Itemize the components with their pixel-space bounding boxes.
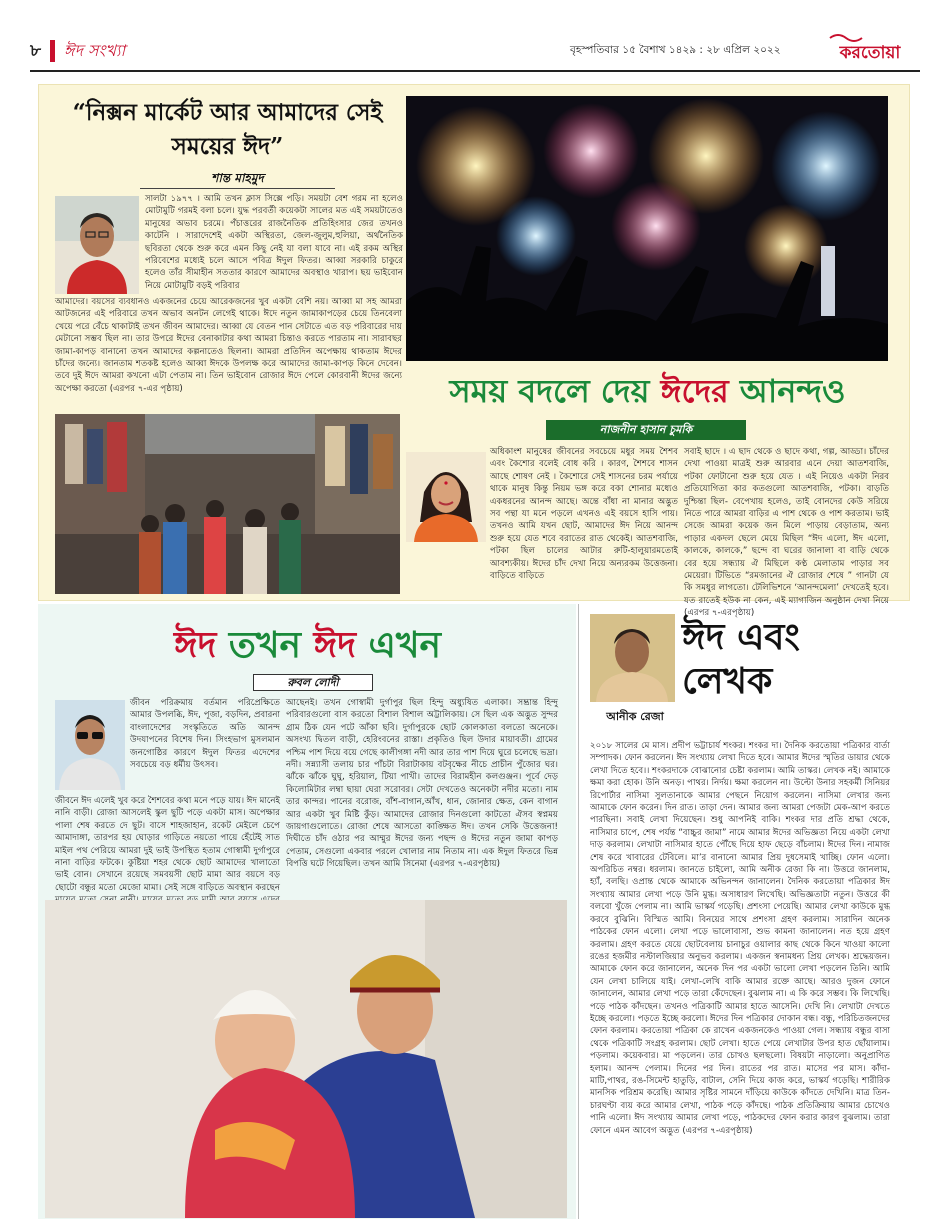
article3-byline: রুবল লোদী	[253, 674, 373, 691]
fireworks-photo	[406, 96, 888, 361]
article2-continued: (এরপর ৭-এরপৃষ্ঠায়)	[684, 608, 755, 619]
children-hugging-photo	[45, 900, 567, 1218]
article4-headline: ঈদ এবং লেখক	[682, 617, 800, 702]
page-number: ৮	[30, 41, 42, 61]
article2-byline: নাজনীন হাসান চুমকি	[546, 420, 746, 440]
article3-headline-part2: তখন	[228, 624, 302, 666]
header-accent-bar	[50, 40, 55, 62]
author-photo	[55, 196, 139, 294]
issue-date: বৃহস্পতিবার ১৫ বৈশাখ ১৪২৯ : ২৮ এপ্রিল ২০২২	[570, 44, 781, 56]
article4-byline: আনীক রেজা	[606, 710, 664, 723]
article2-column-b-text: সবাই ছাদে । এ ছাদ থেকে ও ছাদে কথা, গল্প, আড্ডা। চাঁদের দেখা পাওয়া মাত্রই শুরু আরবার এনে দেয়া আতশবাজি, পটকা ফোটানো শুরু হয়ে যেত । এই নিয়েও একটা নিরব প্রতিযোগিতা কার কতগুলো আতশবাজি, পটকা। বাড়তি দুশ্চিন্তা ছিল- বেপেখায় হলেও, তাই বোনদের কেউ সরিয়ে নিতে পারে আমরা বাড়ির এ পাশ থেকে ও পাশ করতাম। ভাই সেজে আমরা কয়েক জন মিলে পাড়ায় বেড়াতাম, অন্য পাড়ার একদল ছেলে মেয়ে মিছিল “ঈদ এলো, ঈদ এলো, কালকে, কালকে,” ছন্দে বা ঘরের জানালা বা বাড়ি থেকে বের হয়ে সন্ধ্যায় ঐ মিছিলে কণ্ঠ মেলাতাম পাড়ার সব মেয়েরা। টিভিতে “রমজানের ঐ রোজার শেষে ” গানটা যে কি সমধুর লাগতো। টেলিভিশনে ‘আনন্দমেলা’ দেখতেই হবে। যত রাতেই হউক না কেন, এই ম্যাগাজিন অনুষ্ঠান দেখা নিয়ে	[684, 447, 889, 606]
article3-continued: (এরপর ৭-এরপৃষ্ঠায়)	[429, 859, 500, 870]
article3-headline	[55, 618, 560, 678]
page-header	[0, 0, 945, 78]
column-divider	[578, 604, 579, 1219]
article2-headline-part3: আনন্দও	[728, 372, 846, 410]
header-rule	[30, 70, 920, 72]
article2-column-b	[684, 446, 889, 619]
section-title: ঈদ সংখ্যা	[64, 41, 126, 60]
article3-column-b	[286, 697, 558, 895]
byline-divider	[140, 188, 335, 189]
article2-headline-part1: সময় বদলে দেয়	[449, 372, 661, 410]
article3-column-a-bottom: জীবনে ঈদ এলেই খুব করে শৈশবের কথা মনে পড়ে যায়। ঈদ মানেই নানি বাড়ী। রোজা আসলেই স্কুল ছুটি পড়ে একটা মাস। অপেক্ষার পালা শেষ করতে দে ছুট। বাসে শাহজাহান, রকেট মেইলে চেপে আমাদাঙ্গা, তারপর হয় ঘোড়ার গাড়িতে নয়তো পায়ে হেঁটেই সাত মাইল পথ পেরিয়ে আমরা দুই ভাই উপস্থিত হতাম গোস্বামী দুর্গাপুরে নানা বাড়ির ফটকে। কুষ্টিয়া শহর থেকে ছোট আমাদের খালাতো ভাই বোন। সেখানে রয়েছে সমবয়সী ছোট মামা আর বয়সে বড় ছোটো বন্ধুর মতো মেজো মামা। সেই সঙ্গে বাড়িতে অবস্থান করছেন	[55, 796, 280, 893]
market-crowd-photo	[55, 414, 400, 594]
article1-headline: “নিক্সন মার্কেট আর আমাদের সেই সময়ের ঈদ”	[72, 99, 383, 160]
author-photo	[55, 700, 125, 790]
article2-headline-part2: ঈদের	[660, 372, 729, 410]
logo-text: করতোয়া	[839, 43, 901, 63]
article3-headline-part4: এখন	[368, 624, 442, 666]
article3-headline-part1: ঈদ	[173, 624, 229, 666]
article2-headline	[405, 366, 890, 420]
article1-body	[55, 296, 402, 412]
article4-body	[590, 740, 890, 1218]
article4-body-text: ২০১৮ সালের মে মাস। প্রদীপ ভট্টাচার্য শংকর। শংকর দা। দৈনিক করতোয়া পত্রিকার বার্তা সম্পাদক। ফোন করলেন। ঈদ সংখ্যায় লেখা দিতে হবে। আমার ঈদের স্মৃতির ডায়ার থেকে লেখা দিতে হবে।। শংকরদাকে বোঝানোর চেষ্টা করলাম। আমি তাস্কর। লেখক নই। আমাকে ক্ষমা করা হোক। উনি অনড়। পাথর। নির্দয়। ক্ষমা করলেন না। উল্টো উনার সহকর্মী সিনিয়র রিপোর্টার নাসিমা সুলতানাকে আমার পেছনে নিয়োগ করলেন। নাসিমা লেখার জন্য আমাকে ফোন করেন। দিন রাত। তাড়া দেন। আমার জন্য আমরা পেজটা মেক-আপ করতে পারছিনা। সবাই লেখা দিয়েছেন। শুধু আপনিই বাকি। শংকর দার প্রতি শ্রদ্ধা থেকে, নাসিমার চাপে, শেষ পর্যন্ত “বাচ্চুর জামা” নামে আমার ঈদের অভিজ্ঞতা নিয়ে একটা লেখা দাড় করলাম। লেখাটা নাসিমার হাতে পৌঁছে দিয়ে হাফ ছেড়ে বাঁচলাম। ঈদের দিন। নামাজ শেষ করে খাবারের টেবিলে। মা’র বানানো আমার প্রিয় দুধসেমাই খাচ্ছি। ফোন এলো। অপরিচিত নম্বর। ধরলাম। জানতে চাইলো, আমি অনীক রেজা কি না। উত্তরে জানলাম, হ্যাঁ, বলছি। ওপ্রান্ত থেকে আমাকে অভিনন্দন জানালেন। দৈনিক করতোয়া পত্রিকার ঈদ সংখ্যায় আমার লেখা পড়ে উনি মুগ্ধ। অসাধারণ লিখেছি। অভিজ্ঞতাটা নতুন। উত্তরে কী বলবো খুঁজে পেলাম না। আমি ভাস্কর্য গড়েছি। প্রশংসা পেয়েছি। আমার লেখা কাউকে মুগ্ধ করবে বুঝিনি। বিস্মিত আমি। বিনয়ের সাথে প্রশংসা গ্রহণ করলাম। সারাদিন অনেক পাঠকের ফোন এলো। লেখা পড়ে ভালোবাসা, শুভ কামনা জানালেন। নত হয়ে গ্রহণ করলাম। গ্রহণ করতে যেয়ে ছোটবেলায় চানাচুর ওয়ালার কাছ থেকে কিনে খাওয়া কালো রঙের হজমীর নস্টালজিয়ার অনুভব করলাম। একজন স্বনামধন্য প্রিয় লেখক। শ্রদ্ধেয়জন। আমাকে ফোন করে জানালেন, অনেক দিন পর একটা ভালো লেখা পড়লেন তিনি। আমি যেন লেখা চালিয়ে যাই। লেখা-লেখি বাকি আমার রক্তে আছে। আরও দুজন ফোনে জানালেন, আমার লেখা পড়ে তারা কেঁদেছেন। বুঝলাম না। এ কি করে সম্ভব। কি লিখেছি। পড়ে পাঠক কাঁদছেন। তখনও পত্রিকাটি আমার হাতে আসেনি। দেখি নি। লেখাটা দেখতে ইচ্ছে করলো। পড়তে ইচ্ছে করলো। ঈদের দিন পত্রিকার দোকান বন্ধ। বন্ধু, পরিচিতজনদের ফোন করলাম। করতোয়া পত্রিকা কে রাখেন একজনকেও পাওয়া গেল। সন্ধ্যায় বন্ধুর বাসা থেকে পত্রিকাটি সংগ্রহ করলাম। ছোট লেখা। হাতে পেয়ে লেখাটার উপর হাত ছোঁয়ালাম। পড়লাম। কয়েকবার। মা পড়লেন। তার চোখও ছলছলো। বিষয়টা নাড়ালো। অনুপ্রাণিত হলাম। আনন্দ পেলাম। দিনের পর দিন। রাতের পর রাত। মাসের পর মাস। কাঁদা-মাটি,পাথর, রঙ-সিমেন্ট হাতুড়ি, বাটাল, সেনি দিয়ে কাজ করে, ভাস্কর্য গড়েছি। শারীরিক মানসিক পরিশ্রম করেছি। আমার সৃষ্টির সামনে দাঁড়িয়ে কাউকে কাঁদতে দেখিনি। মাত্র তিন-চারঘণ্টা ব্যয় করে আমার লেখা, পাঠক পড়ে কাঁদছে। পাঠক প্রতিক্রিয়ায় আমার চোখেও পানি এলো। ঈদ সংখ্যায় আমার লেখা পড়ে, পাঠকদের ফোন করার কারণ বুঝলাম। তারা ফোনে এমন আবেগ অদ্ভুত	[590, 741, 890, 1136]
article1-byline: শান্ত মাহমুদ	[211, 171, 264, 185]
author-photo	[590, 614, 675, 702]
article2-column-a: অধিকাংশ মানুষের জীবনের সবচেয়ে মধুর সময় শৈশব এবং কৈশোর বলেই বোধ করি । কারণ, শৈশবে শাসন আছে শোষণ নেই । কৈশোরে সেই শাসনের চরম পর্যায়ে থাকে মানুষ কিন্তু নিয়ম ভঙ্গ করে বকা শোনার মধ্যেও একধরনের আনন্দ আছে। অন্তে বাঁধা না মানার অদ্ভুত সব পন্থা যা মনে পড়লে এখনও এই বয়সে হাসি পায়। তখনও আমি যখন ছোট, আমাদের ঈদ নিয়ে আনন্দ শুরু হয়ে যেত শবে বরাতের রাত থেকেই। আতশবাজি, পটকা ছিল চালের আটার রুটি-হালুয়ারমতোই আবশ্যকীয়। ঈদের চাঁদ দেখা নিয়ে অন্যরকম উত্তেজনা। বাড়িতে বাড়িতে	[490, 447, 678, 582]
article3-column-b-text: আছেনই। তখন গোস্বামী দুর্গাপুর ছিল হিন্দু অধ্যুষিত এলাকা। সম্ভ্রান্ত হিন্দু পরিবারগুলো বাস করতো বিশাল বিশাল অট্টালিকায়। সে ছিল এক অদ্ভুত সুন্দর গ্রাম ঠিক যেন পটে আঁকা ছবি। দুর্গাপুরকে ছোট কোলকাতা বলতো অনেকে। অসংখ্য দ্বিতল বাড়ী, হেরিংবনের রাস্তা। প্রকৃতিও ছিল উদার মায়াবতী। গ্রামের পশ্চিম পাশ দিয়ে বয়ে গেছে কালীগঙ্গা নদী আর তার পাশ দিয়ে ঘুরে চলেছে ভদ্রা। নদী। সন্ন্যাসী তলায় চার পাঁচটা বিরাটাকায় বটবৃক্ষের নীচে প্রাচীন পুঁজোর ঘর। ঝাঁকে ঝাঁকে ঘুঘু, হরিয়াল, টিয়া পাখী। তাদের বিরামহীন কলগুঞ্জন। পূর্বে দেড় কিলোমিটার লম্বা ছায়া ঘেরা সরোবর। সেটা দেখতেও অনেকটা নদীর মতো। নাম তার কান্দর। পানের বরোজ, বাঁশ-বাগান,আঁখ, ধান, জোনার ক্ষেত, কেন বাগান আর একটা খুব মিষ্টি কুঁড়। আমাদের রোজার দিনগুলো কাটতো ঐসব স্বপ্নময় জায়গাগুলোতে। রোজা শেষে আসতো কাঙ্ক্ষিত ঈদ। তখন সেকি উত্তেজনা! দিঘীতে চাঁদ ওঠার পর আম্মুর ঈদের জন্য পছন্দ ও ঈদের নতুন জামা কাপড় পেতাম, সেগুলো একবার পরলে খোলার নাম নিতাম না। এক ঈদুল ফিতরে ভিন্ন বিপত্তি ঘটে গিয়েছিল। তখন আমি সিনেমা	[286, 698, 558, 870]
article1-continued: (এরপর ৭-এর পৃষ্ঠায়)	[109, 383, 183, 394]
author-photo	[406, 452, 486, 542]
article3-headline-part3: ঈদ	[301, 624, 369, 666]
article1-intro: সালটা ১৯৭৭ । আমি তখন ক্লাস সিক্সে পড়ি। সময়টা বেশ গরম না হলেও মোটামুটি গরমই বলা চলে। যুদ্ধ পরবর্তী কয়েকটা সালের মত এই সময়টাতেও মানুষের অভাব চরমে। পঁচাত্তরের রাজনৈতিক প্রতিহিংসার জের তখনও কাটেনি । সারাদেশেই একটা অস্থিরতা, জেল-জুলুম,হুলিয়া, অর্থনৈতিক ছবিরতা থেকে শুরু করে এমন কিছু নেই যা বলা যাবে না। এই রকম অস্থির পরিবেশের মধ্যেই চলে আসে পবিত্র ঈদুল ফিতর। আব্বা সরকারি চাকুরে হলেও তাঁর সীমাহীন সততার কারণে আমাদের অবস্থাও খারাপ। ছয় ভাইবোন নিয়ে মোটামুটি বড়ই পরিবার	[145, 194, 403, 291]
article1-body-text: আমাদের। বয়সের ব্যবধানও একজনের চেয়ে আরেকজনের খুব একটা বেশি নয়। আব্বা মা সহ আমরা আটজনের এই পরিবারে তখন অভাব অনটন লেগেই থাকে। ঈদে নতুন জামাকাপড়ের চেয়ে তিনবেলা খেয়ে পরে বেঁচে থাকাটাই তখন জীবন আমাদের। আব্বা যে বেতন পান সেটাতে এত বড় পরিবারের দায় মেটানো সম্ভব ছিল না। তার উপরে ঈদের বেনাকাটার কথা আমরা চিন্তাও করতে পারতাম না। সারাবছর জামা-কাপড় বানানো তখন আমাদের কল্পনাতেও ছিলনা। আমরা প্রতিদিন অপেক্ষায় থাকতাম ঈদের চাঁদের জন্যে। জানতাম শতকষ্ট হলেও আব্বা ঈদকে উপলক্ষ করে আমাদের জামা-কাপড় কিনে দেবেন। তবে দুই ঈদে আমরা কখনো এটা পেতাম না। তিন ভাইবোন রোজার ঈদে পেলে কোরবানী ঈদের জন্যে অপেক্ষা করতো	[55, 297, 402, 394]
article4-continued: (এরপর ৭-এরপৃষ্ঠায়)	[682, 1125, 753, 1136]
newspaper-logo	[826, 32, 914, 66]
article3-column-a-top: জীবন পরিক্রমায় বর্তমান পরিপ্রেক্ষিতে আমার উপলব্ধি, ঈদ, পূজা, বড়দিন, প্রবারনা বাংলাদেশের সংস্কৃতিতে অতি আনন্দ উদযাপনের বিশেষ দিন। সিংহভাগ মুসলমান জনগোষ্ঠির কারণে ঈদুল ফিতর এদেশের সবচেয়ে বড় ধর্মীয় উৎসব।	[130, 698, 280, 771]
